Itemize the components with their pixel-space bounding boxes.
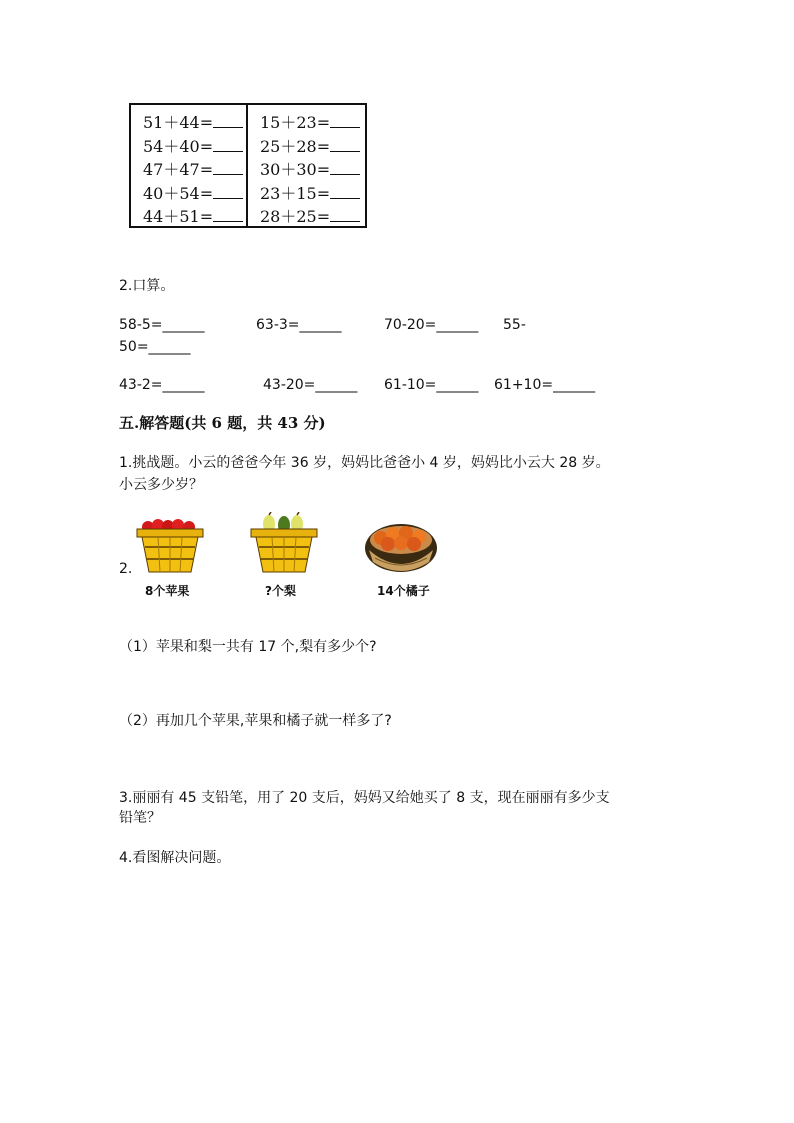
calc-row: 15＋23= [260, 111, 365, 135]
calc-row: 40＋54= [143, 182, 246, 206]
problem-2-sub-1: （1）苹果和梨一共有 17 个,梨有多少个? [119, 639, 377, 655]
section-heading: 五.解答题(共 6 题，共 43 分) [119, 414, 326, 432]
calc-table [129, 103, 367, 228]
oral-calc-item: 58-5=______ [119, 317, 205, 333]
pear-basket-icon [247, 512, 321, 578]
pear-count-label: ?个梨 [265, 584, 296, 598]
oral-calc-item: 70-20=______ [384, 317, 479, 333]
apple-count-label: 8个苹果 [145, 584, 190, 598]
calc-row: 44＋51= [143, 205, 246, 229]
pear-basket-image [247, 512, 321, 578]
calc-row: 30＋30= [260, 158, 365, 182]
apple-basket-image [133, 514, 207, 578]
calc-column-right [248, 105, 365, 226]
calc-row: 51＋44= [143, 111, 246, 135]
oral-calc-item: 55- [503, 317, 526, 333]
question-2-title: 2.口算。 [119, 278, 175, 294]
calc-row: 28＋25= [260, 205, 365, 229]
orange-basket-icon [363, 520, 439, 576]
calc-row: 47＋47= [143, 158, 246, 182]
calc-row: 23＋15= [260, 182, 365, 206]
calc-row: 25＋28= [260, 135, 365, 159]
problem-1-line-2: 小云多少岁？ [119, 477, 203, 493]
calc-row: 54＋40= [143, 135, 246, 159]
oral-calc-item: 50=______ [119, 339, 191, 355]
problem-4-text: 4.看图解决问题。 [119, 850, 231, 866]
oral-calc-item: 61+10=______ [494, 377, 596, 393]
problem-1-line-1: 1.挑战题。小云的爸爸今年 36 岁，妈妈比爸爸小 4 岁，妈妈比小云大 28 岁。 [119, 455, 610, 471]
calc-column-left [131, 105, 248, 226]
problem-3-line-2: 铅笔？ [119, 810, 161, 826]
orange-count-label: 14个橘子 [377, 584, 430, 598]
problem-3-line-1: 3.丽丽有 45 支铅笔，用了 20 支后，妈妈又给她买了 8 支，现在丽丽有多少支 [119, 790, 610, 806]
problem-2-sub-2: （2）再加几个苹果,苹果和橘子就一样多了? [119, 713, 392, 729]
problem-2-number: 2. [119, 561, 133, 577]
oral-calc-item: 61-10=______ [384, 377, 479, 393]
oral-calc-item: 43-20=______ [263, 377, 358, 393]
orange-basket-image [363, 520, 439, 576]
oral-calc-item: 43-2=______ [119, 377, 205, 393]
apple-basket-icon [133, 514, 207, 578]
oral-calc-item: 63-3=______ [256, 317, 342, 333]
